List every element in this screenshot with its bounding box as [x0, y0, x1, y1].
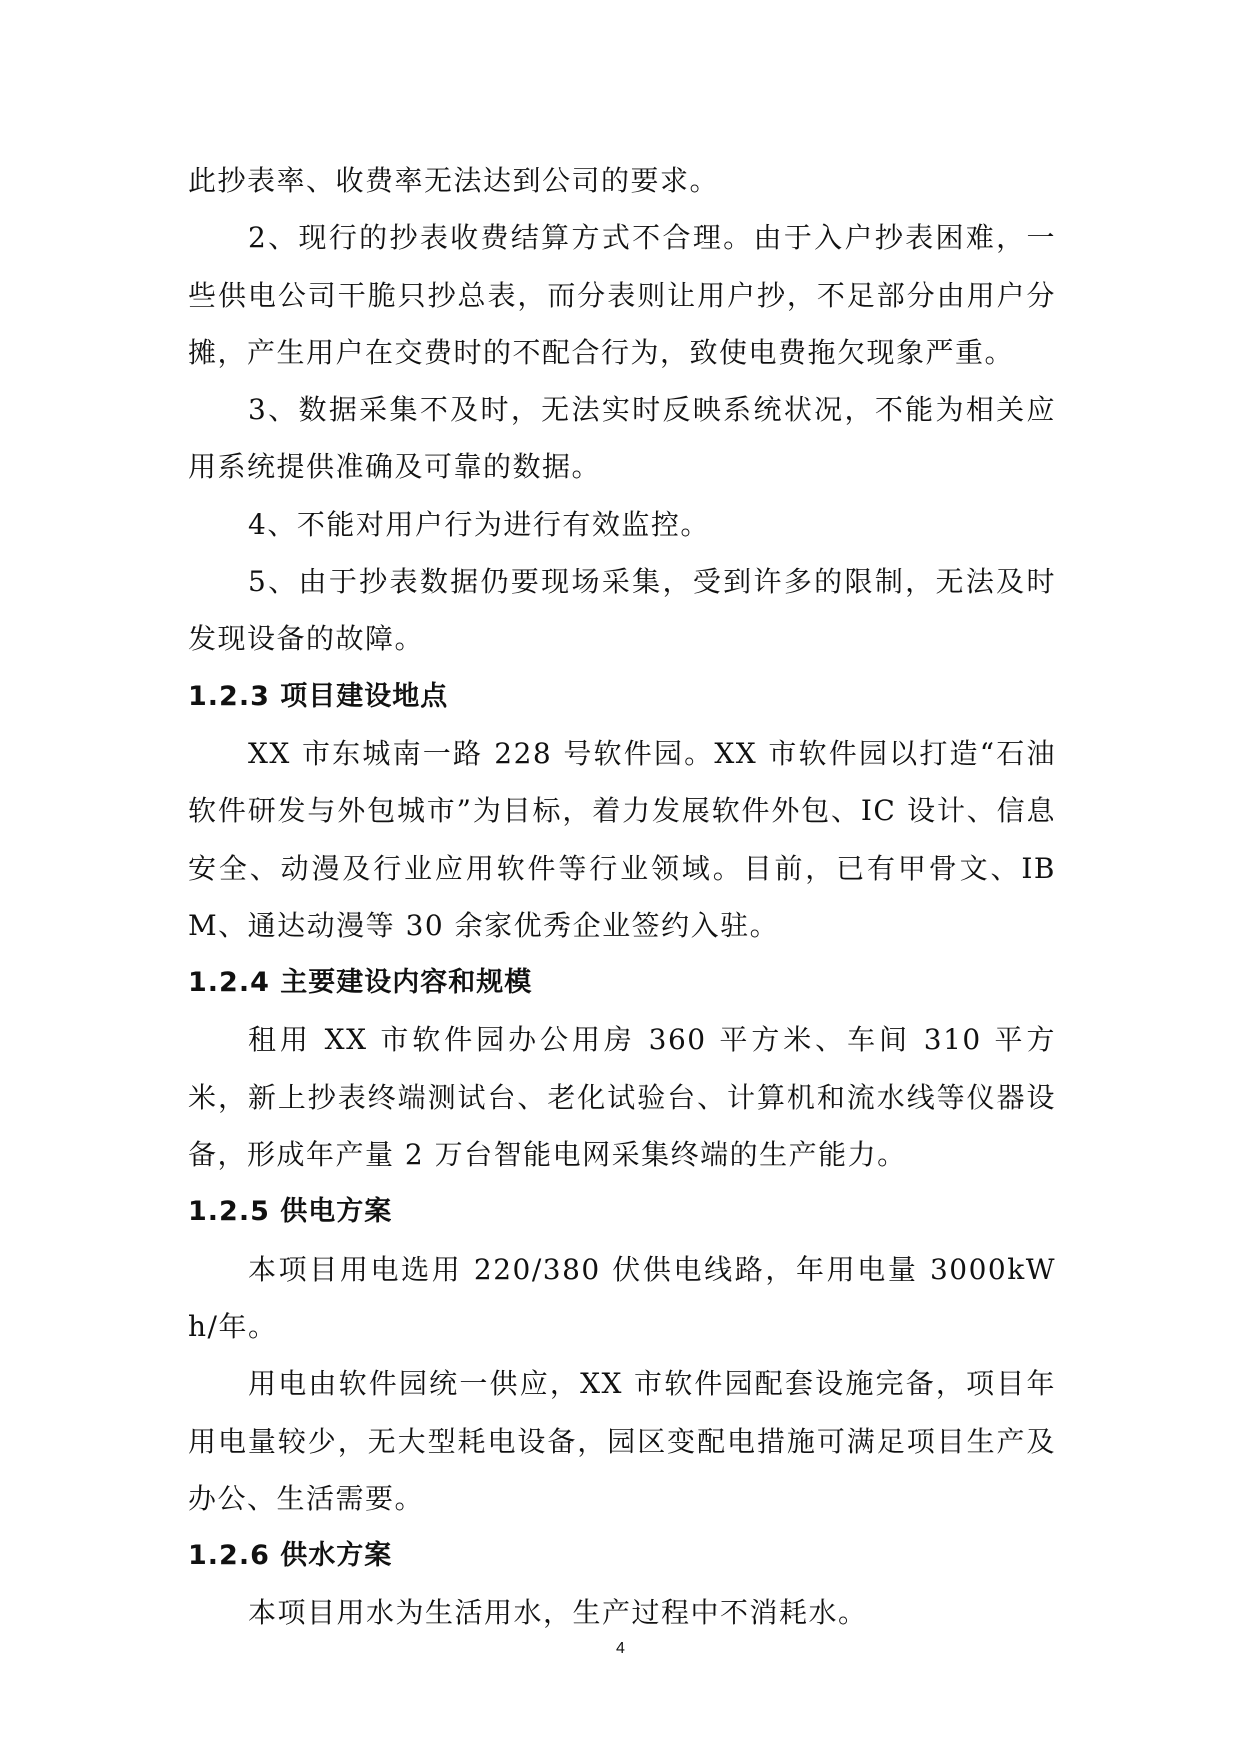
paragraph-item-2: 2、现行的抄表收费结算方式不合理。由于入户抄表困难，一些供电公司干脆只抄总表，而分表则让用户抄，不足部分由用户分摊，产生用户在交费时的不配合行为，致使电费拖欠现象严重。 [188, 221, 1056, 369]
paragraph-power-supply: 本项目用电选用 220/380 伏供电线路，年用电量 3000kWh/年。 [188, 1252, 1056, 1343]
paragraph-item-5: 5、由于抄表数据仍要现场采集，受到许多的限制，无法及时发现设备的故障。 [188, 565, 1056, 656]
page-number: 4 [616, 1640, 625, 1657]
paragraph-item-4: 4、不能对用户行为进行有效监控。 [248, 507, 710, 541]
paragraph-scope: 租用 XX 市软件园办公用房 360 平方米、车间 310 平方米，新上抄表终端测试台、老化试验台、计算机和流水线等仪器设备，形成年产量 2 万台智能电网采集终端的生产能力。 [188, 1023, 1056, 1172]
section-heading-1-2-3: 1.2.3 项目建设地点 [188, 680, 449, 712]
paragraph-location: XX 市东城南一路 228 号软件园。XX 市软件园以打造“石油软件研发与外包城市”为目标，着力发展软件外包、IC 设计、信息安全、动漫及行业应用软件等行业领域。目前，已有甲骨文、IBM、通达动漫等 30 余家优秀企业签约入驻。 [188, 736, 1056, 942]
paragraph-continuation: 此抄表率、收费率无法达到公司的要求。 [188, 164, 720, 197]
section-heading-1-2-6: 1.2.6 供水方案 [188, 1540, 393, 1572]
section-heading-1-2-5: 1.2.5 供电方案 [188, 1196, 393, 1228]
section-heading-1-2-4: 1.2.4 主要建设内容和规模 [188, 967, 533, 999]
document-body [188, 152, 1056, 1642]
paragraph-item-3: 3、数据采集不及时，无法实时反映系统状况，不能为相关应用系统提供准确及可靠的数据。 [188, 393, 1056, 484]
paragraph-water-supply: 本项目用水为生活用水，生产过程中不消耗水。 [248, 1596, 868, 1630]
paragraph-power-source: 用电由软件园统一供应，XX 市软件园配套设施完备，项目年用电量较少，无大型耗电设备，园区变配电措施可满足项目生产及办公、生活需要。 [188, 1367, 1056, 1515]
